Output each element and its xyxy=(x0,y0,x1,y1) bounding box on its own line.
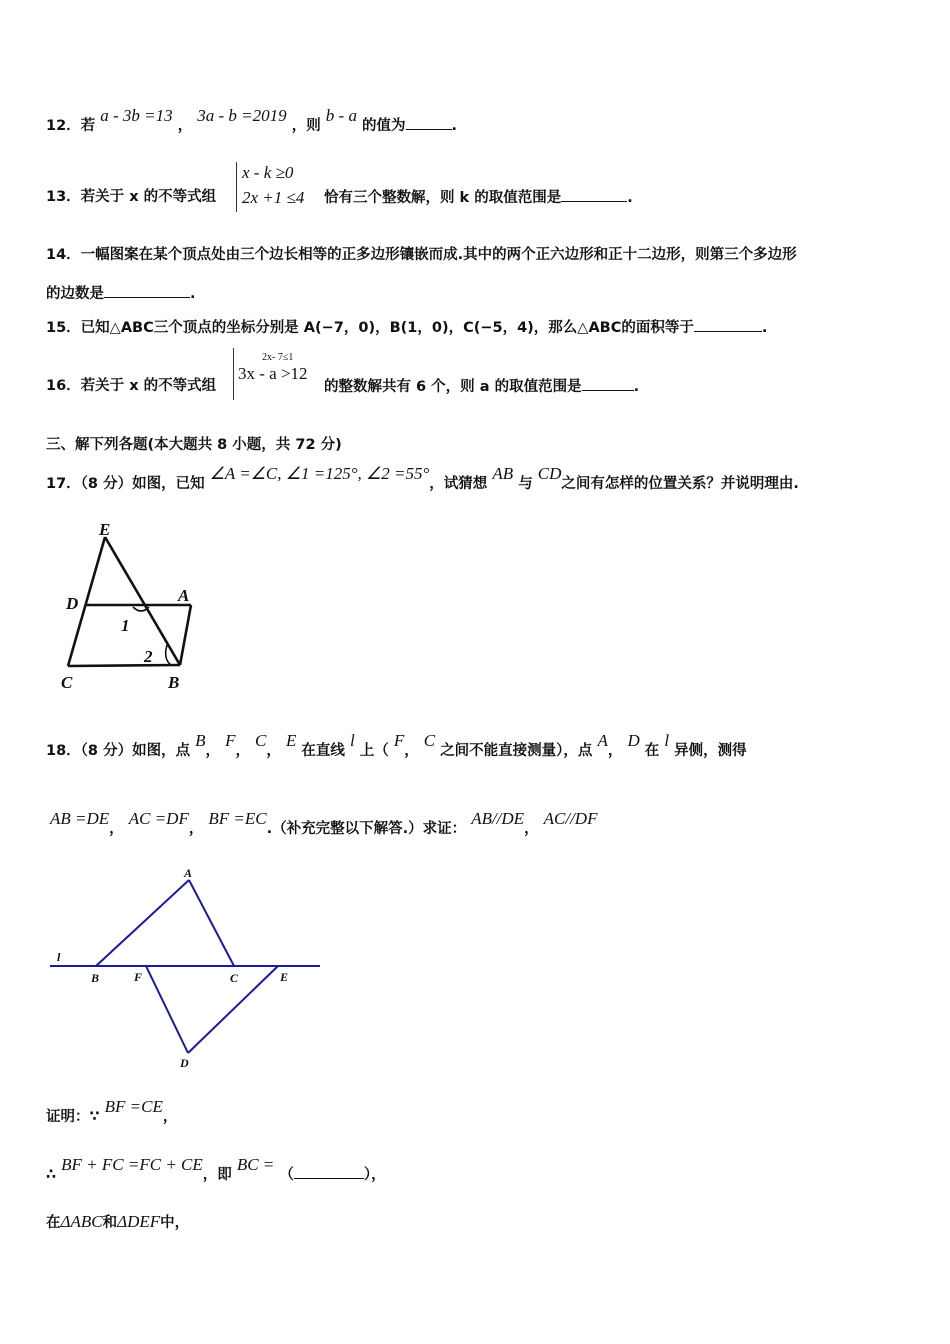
q18-mid2: 上（ xyxy=(359,743,389,759)
q18-pt-c: C xyxy=(255,731,267,750)
q15-answer-blank[interactable] xyxy=(694,317,762,332)
fig17-line-cb xyxy=(68,665,180,666)
proof-l3-t2: ΔDEF xyxy=(117,1212,161,1231)
q14-end: . xyxy=(190,286,196,302)
q17-mid: ，试猜想 xyxy=(429,476,488,492)
q18-line2: AB =DE， AC =DF， BF =EC.（补充完整以下解答.）求证： AB//DE， AC//DF xyxy=(50,809,598,837)
q15-text: 15．已知△ABC三个顶点的坐标分别是 A(−7，0)，B(1，0)，C(−5，4)，那么△ABC的面积等于 xyxy=(46,320,694,336)
section3-title: 三、解下列各题(本大题共 8 小题，共 72 分) xyxy=(46,437,342,453)
q12-number: 12．若 xyxy=(46,118,96,134)
q12-expr1: a - 3b =13 xyxy=(100,106,173,125)
proof-l2-mid: ，即 xyxy=(202,1167,232,1183)
q18-line1: 18．（8 分）如图，点 B， F， C， E 在直线 l 上（ F， C 之间不能直接测量），点 A， D 在 l 异侧，测得 xyxy=(46,731,747,759)
q18-pt-f: F xyxy=(225,731,236,750)
q18-mid1: 在直线 xyxy=(301,743,345,759)
q14-line2-wrap xyxy=(46,283,196,304)
q18-number: 18．（8 分）如图，点 xyxy=(46,743,191,759)
q16-row1: 2x- 7≤1 xyxy=(262,352,294,363)
q12-line xyxy=(46,106,458,136)
q18-pt-f2: F xyxy=(393,731,405,750)
figure-18 xyxy=(45,860,330,1075)
q17-cd: CD xyxy=(537,464,562,483)
q13-end: . xyxy=(627,190,633,206)
proof-line1 xyxy=(46,1097,178,1127)
q18-line-l2: l xyxy=(664,731,670,750)
q18-line2-mid: .（补充完整以下解答.）求证： xyxy=(266,821,467,837)
fig18-seg-fd xyxy=(146,966,188,1053)
q16-tail-line xyxy=(324,376,639,397)
q18-expr5: AC//DF xyxy=(543,809,598,828)
q12-sep1: ， xyxy=(177,118,193,134)
proof-l2-prefix: ∴ xyxy=(46,1167,57,1183)
q18-expr2: AC =DF xyxy=(128,809,189,828)
fig18-label-a: A xyxy=(184,866,193,880)
fig17-label-b: B xyxy=(168,673,180,692)
fig17-label-c: C xyxy=(61,673,73,692)
q12-tail: 的值为 xyxy=(362,118,406,134)
proof-l1-end: ， xyxy=(162,1109,178,1125)
q16-answer-blank[interactable] xyxy=(582,376,634,391)
figure-17 xyxy=(55,515,205,695)
q15-end: . xyxy=(761,320,768,336)
proof-l3-end: 中， xyxy=(160,1215,190,1231)
q14-line2: 的边数是 xyxy=(46,286,104,302)
fig18-label-f: F xyxy=(134,970,143,984)
fig18-label-e: E xyxy=(280,970,289,984)
q17-ab: AB xyxy=(492,464,514,483)
q17-yu: 与 xyxy=(518,476,533,492)
proof-line2 xyxy=(46,1155,386,1185)
q14-answer-blank[interactable] xyxy=(104,283,190,298)
q13-system xyxy=(242,160,304,210)
q18-expr4: AB//DE xyxy=(471,809,525,828)
q12-answer-blank[interactable] xyxy=(406,115,452,130)
q17-number: 17．（8 分）如图，已知 xyxy=(46,476,205,492)
q13-answer-blank[interactable] xyxy=(561,187,627,202)
q13-tail: 恰有三个整数解，则 k 的取值范围是 xyxy=(324,190,562,206)
fig18-seg-ba xyxy=(96,880,189,966)
proof-l3-and: 和 xyxy=(102,1215,118,1231)
fig17-line-ab xyxy=(180,605,191,665)
fig17-line-eb xyxy=(105,537,180,665)
q18-pt-a: A xyxy=(597,731,608,750)
fig17-label-1: 1 xyxy=(121,616,130,635)
fig17-label-e: E xyxy=(99,520,111,539)
q13-tail-line xyxy=(324,187,633,208)
proof-l3-t1: ΔABC xyxy=(60,1212,103,1231)
q18-expr3: BF =EC xyxy=(208,809,267,828)
proof-l3-prefix: 在 xyxy=(46,1215,61,1231)
q16-tail: 的整数解共有 6 个，则 a 的取值范围是 xyxy=(324,379,582,395)
fig18-seg-ac xyxy=(189,880,234,966)
proof-line3 xyxy=(46,1212,189,1233)
fig18-label-b: B xyxy=(91,971,100,985)
fig18-label-l: l xyxy=(57,950,61,964)
fig17-label-d: D xyxy=(66,594,79,613)
q18-expr1: AB =DE xyxy=(50,809,110,828)
q18-pt-b: B xyxy=(195,731,206,750)
q18-pt-c2: C xyxy=(423,731,436,750)
q12-end: . xyxy=(451,118,458,134)
q12-expr3: b - a xyxy=(325,106,357,125)
q17-expr1: ∠A =∠C, ∠1 =125°, ∠2 =55° xyxy=(209,464,430,483)
q18-tail: 异侧，测得 xyxy=(674,743,747,759)
q18-mid3: 之间不能直接测量），点 xyxy=(440,743,593,759)
proof-l2-open: （ xyxy=(279,1167,294,1183)
q13-brace xyxy=(236,162,237,212)
q16-end: . xyxy=(633,379,640,395)
q16-brace xyxy=(233,348,234,400)
q12-expr2: 3a - b =2019 xyxy=(197,106,287,125)
q18-mid4: 在 xyxy=(644,743,660,759)
fig17-label-2: 2 xyxy=(144,647,153,666)
q17-tail: 之间有怎样的位置关系？并说明理由. xyxy=(561,476,799,492)
proof-l1-prefix: 证明：∵ xyxy=(46,1109,100,1125)
q14-line1: 14．一幅图案在某个顶点处由三个边长相等的正多边形镶嵌而成.其中的两个正六边形和正十二边形，则第三个多边形 xyxy=(46,247,797,263)
q18-pt-e: E xyxy=(285,731,297,750)
fig18-label-d: D xyxy=(180,1056,189,1070)
q13-row2: 2x +1 ≤4 xyxy=(242,188,305,207)
q13-number: 13．若关于 x 的不等式组 xyxy=(46,189,217,205)
proof-l2-expr2: BC = xyxy=(236,1155,275,1174)
q18-line-l: l xyxy=(349,731,355,750)
q16-number: 16．若关于 x 的不等式组 xyxy=(46,378,217,394)
q17-line xyxy=(46,464,799,494)
q18-pt-d: D xyxy=(627,731,640,750)
q12-sep2: ，则 xyxy=(291,118,321,134)
proof-bc-blank[interactable] xyxy=(294,1164,364,1179)
fig17-label-a: A xyxy=(178,586,190,605)
fig18-label-c: C xyxy=(230,971,239,985)
proof-l2-expr: BF + FC =FC + CE xyxy=(61,1155,203,1174)
q15-line xyxy=(46,317,767,338)
proof-l1-expr: BF =CE xyxy=(104,1097,163,1116)
proof-l2-close: ）， xyxy=(363,1167,386,1183)
q13-row1: x - k ≥0 xyxy=(242,163,294,182)
q16-row2: 3x - a >12 xyxy=(238,364,308,383)
